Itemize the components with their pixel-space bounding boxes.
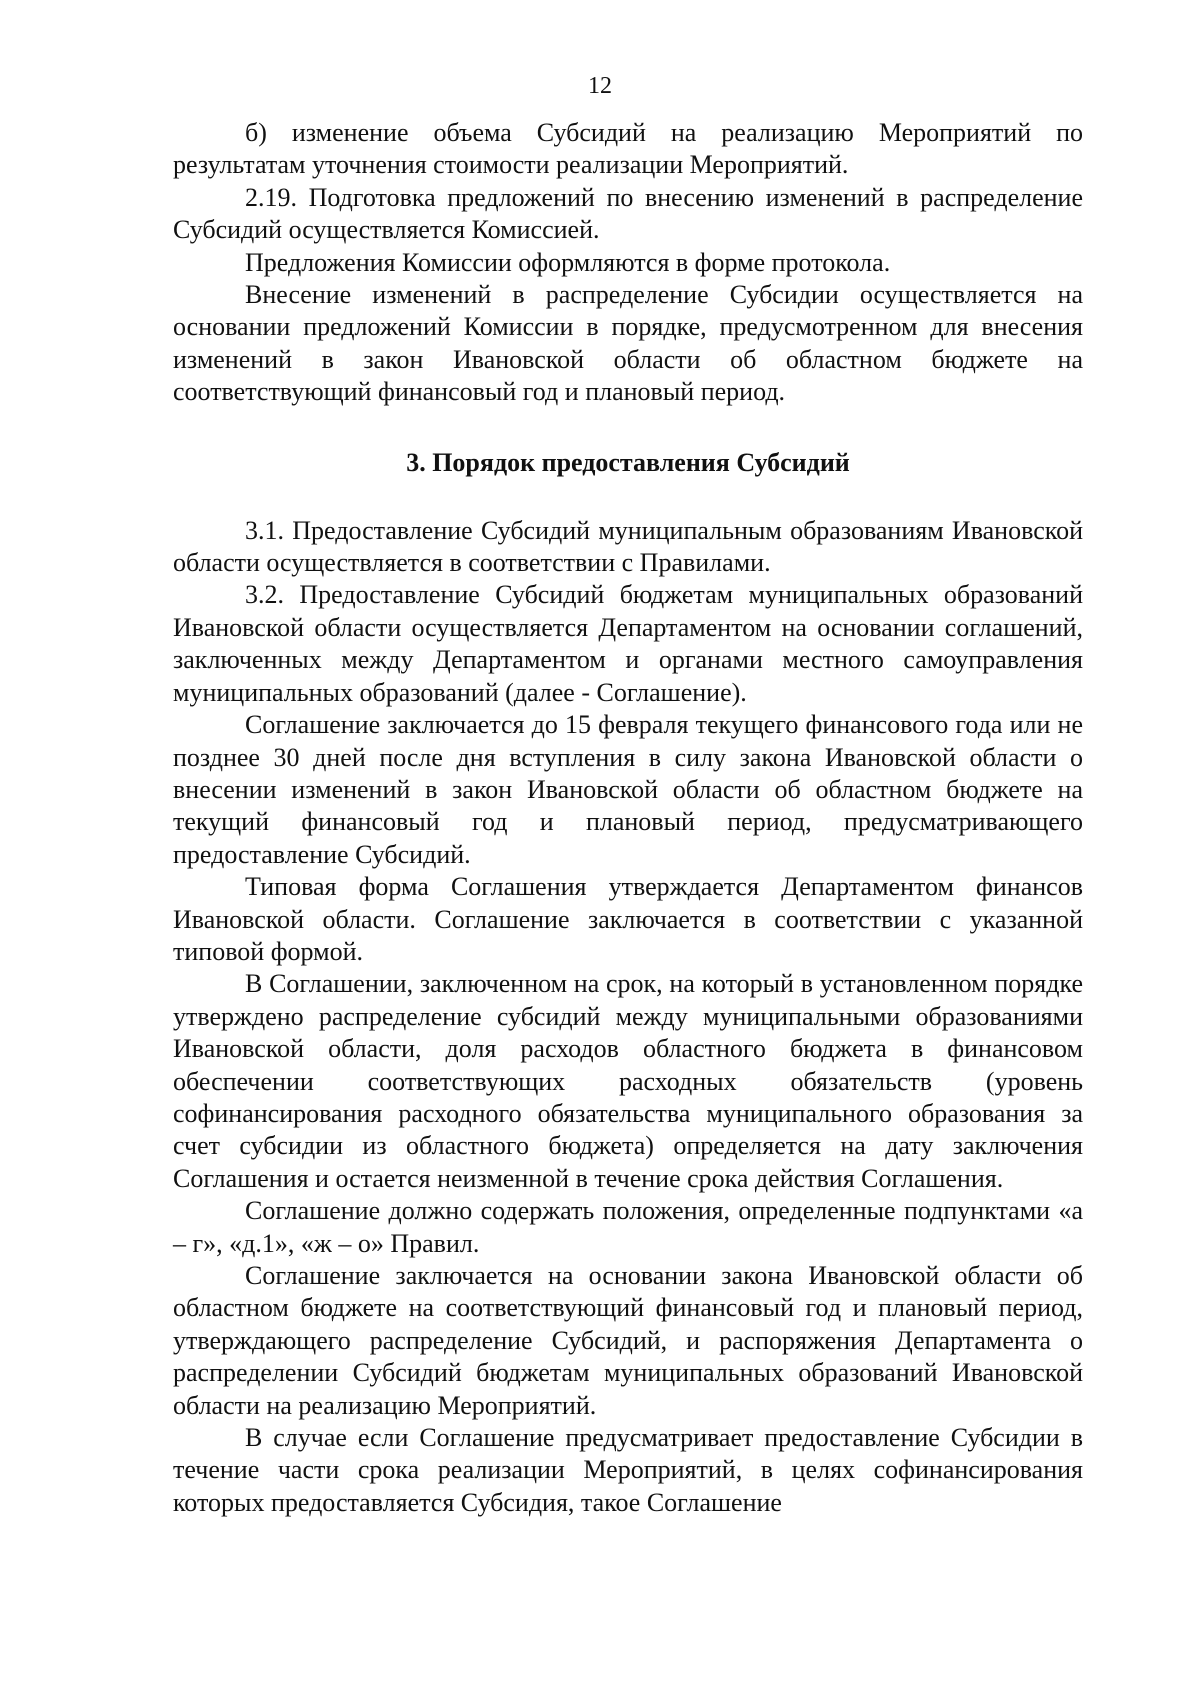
paragraph-cofinancing-level: В Соглашении, заключенном на срок, на который в установленном порядке утверждено распределение субсидий между муниципальными образованиями Ивановской области, доля расходов областного бюджета в финансовом обеспечении соответствующих расходных обязательств (уровень софинансирования расходного обязательства муниципального образования за счет субсидии из областного бюджета) определяется на дату заключения Соглашения и остается неизменной в течение срока действия Соглашения. (173, 969, 1083, 1193)
paragraph-partial-term: В случае если Соглашение предусматривает предоставление Субсидии в течение части срока реализации Мероприятий, в целях софинансирования которых предоставляется Субсидия, такое Соглашение (173, 1423, 1083, 1517)
paragraph-distribution-changes: Внесение изменений в распределение Субсидии осуществляется на основании предложений Комиссии в порядке, предусмотренном для внесения изменений в закон Ивановской области об областном бюджете на соответствующий финансовый год и плановый период. (173, 280, 1083, 407)
paragraph-agreement-basis: Соглашение заключается на основании закона Ивановской области об областном бюджете на соответствующий финансовый год и плановый период, утверждающего распределение Субсидий, и распоряжения Департамента о распределении Субсидий бюджетам муниципальных образований Ивановской области на реализацию Мероприятий. (173, 1261, 1083, 1420)
page-number: 12 (588, 73, 612, 99)
paragraph-commission-protocol: Предложения Комиссии оформляются в форме протокола. (245, 247, 891, 277)
paragraph-agreement-provisions: Соглашение должно содержать положения, определенные подпунктами «а – г», «д.1», «ж – о» Правил. (173, 1196, 1083, 1258)
section-heading: 3. Порядок предоставления Субсидий (406, 447, 850, 477)
paragraph-3-2: 3.2. Предоставление Субсидий бюджетам муниципальных образований Ивановской области осуществляется Департаментом на основании соглашений, заключенных между Департаментом и органами местного самоуправления муниципальных образований (далее - Соглашение). (173, 580, 1083, 707)
paragraph-2-19: 2.19. Подготовка предложений по внесению изменений в распределение Субсидий осуществляется Комиссией. (173, 182, 1083, 245)
document-body (173, 117, 1083, 1519)
paragraph-2-18-b: б) изменение объема Субсидий на реализацию Мероприятий по результатам уточнения стоимости реализации Мероприятий. (173, 118, 1083, 180)
paragraph-3-1: 3.1. Предоставление Субсидий муниципальным образованиям Ивановской области осуществляется в соответствии с Правилами. (173, 515, 1083, 578)
paragraph-standard-form: Типовая форма Соглашения утверждается Департаментом финансов Ивановской области. Соглашение заключается в соответствии с указанной типовой формой. (173, 872, 1083, 966)
paragraph-agreement-deadline: Соглашение заключается до 15 февраля текущего финансового года или не позднее 30 дней после дня вступления в силу закона Ивановской области о внесении изменений в закон Ивановской области об областном бюджете на текущий финансовый год и плановый период, предусматривающего предоставление Субсидий. (173, 710, 1083, 869)
